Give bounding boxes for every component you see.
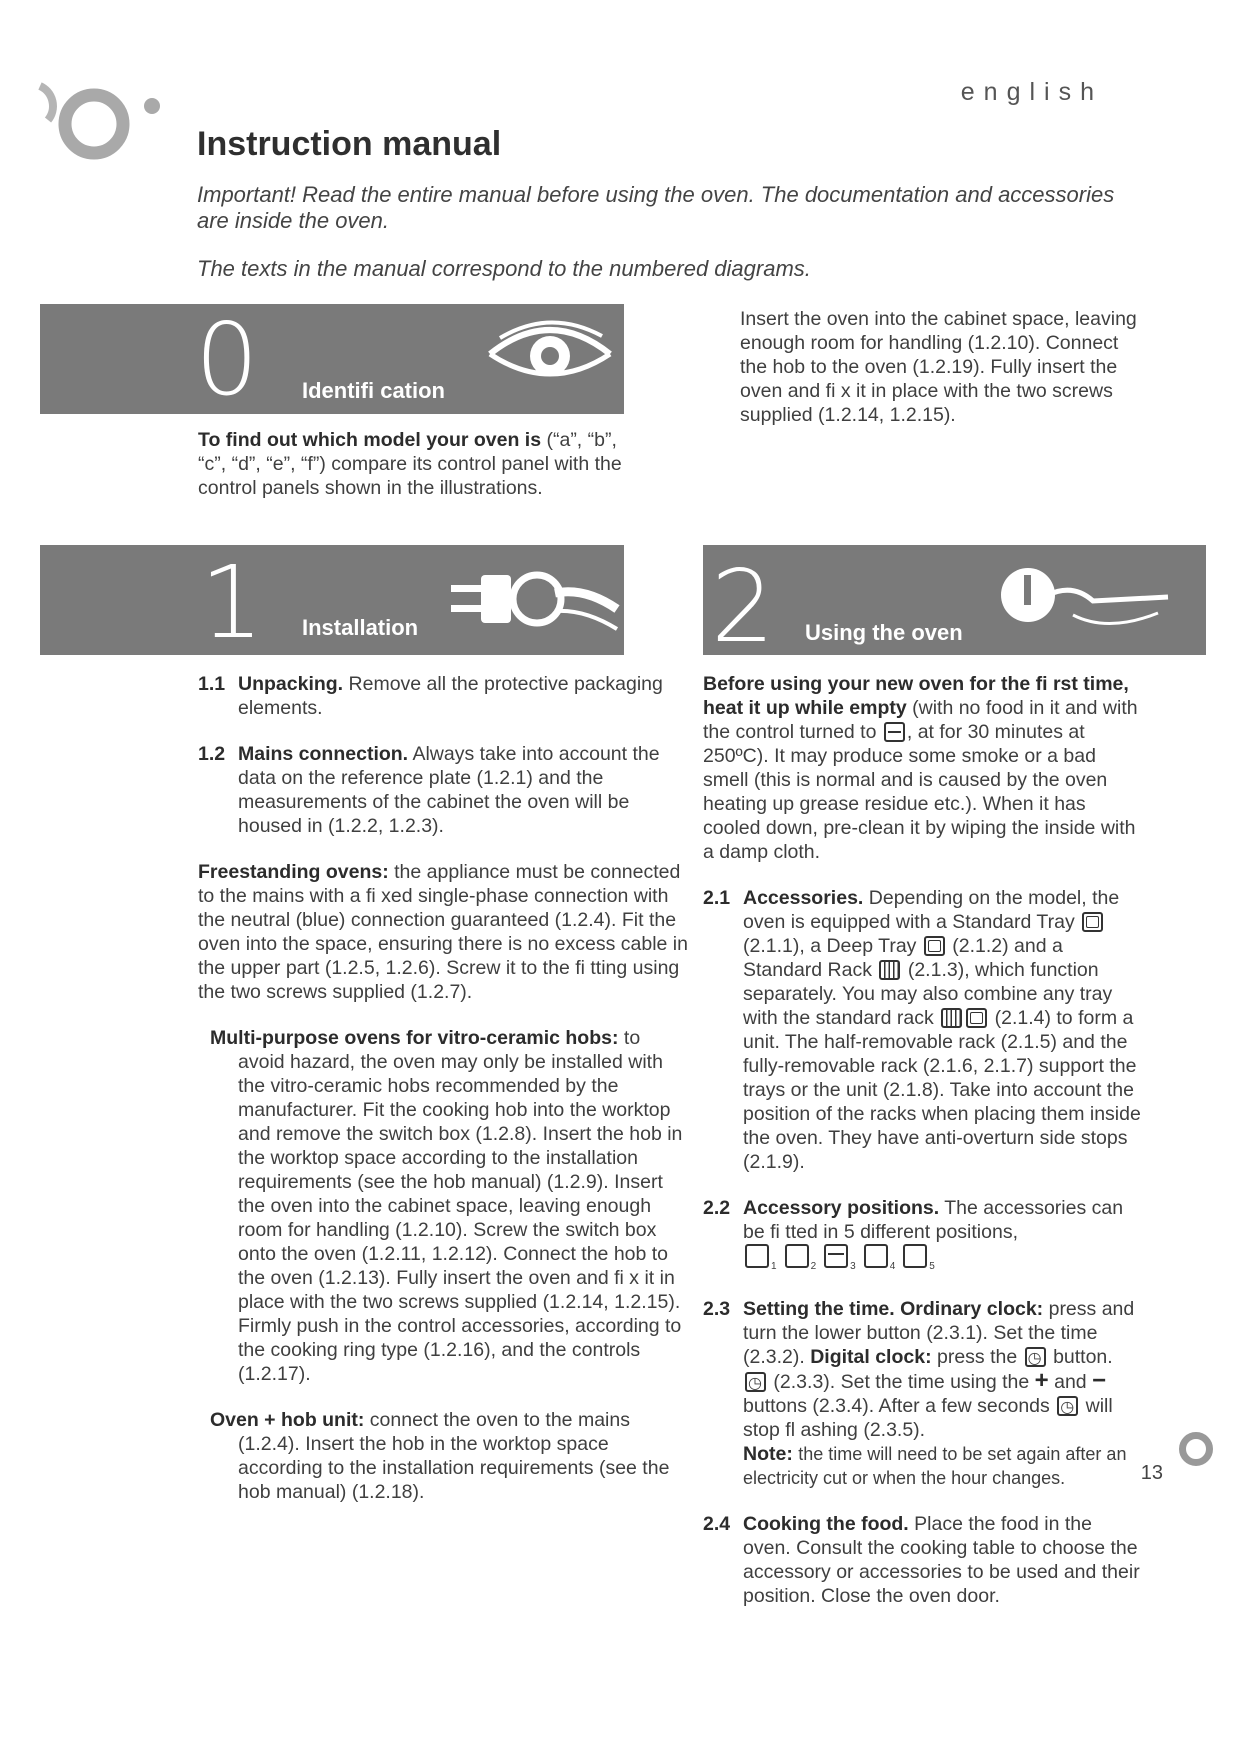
section-0-text (198, 428, 628, 500)
position-5 (901, 1244, 935, 1279)
item-2-2-text: The accessories can be fi tted in 5 different positions, (743, 1197, 1124, 1243)
tray-combo-icon (966, 1008, 987, 1028)
item-2-3-text-c: button. (1053, 1345, 1113, 1368)
item-2-3-text-f: will stop fl ashing (2.3.5). (743, 1394, 1113, 1441)
item-2-1-text-b: (2.1.1), a Deep Tray (743, 935, 917, 957)
section-2-banner (703, 545, 1206, 655)
section-0-label: Identifi cation (302, 378, 445, 403)
corner-ring-decoration (1179, 1432, 1213, 1466)
position-2-label: 2 (810, 1260, 817, 1272)
section-0-bold: To find out which model your oven is (198, 429, 542, 451)
first-use-paragraph (703, 672, 1143, 864)
item-2-1-title: Accessories. (743, 887, 864, 909)
freestanding-text: the appliance must be connected to the mains with a fi xed single-phase connection with the neutral (blue) connection guaranteed (1.2.4). Fit the oven into the space, ensuring there is no excess cable in the upper part (1.2.5, 1.2.6). Screw it to the fi tting using the two screws supplied (1.2.7). (198, 861, 688, 1003)
position-5-label: 5 (929, 1260, 935, 1272)
oven-hob-title: Oven + hob unit: (210, 1409, 365, 1431)
item-1-2 (198, 742, 688, 838)
plug-icon (445, 557, 620, 647)
intro-text (197, 182, 1132, 304)
position-3 (822, 1244, 856, 1279)
item-2-1 (703, 886, 1143, 1174)
section-1-content (198, 672, 688, 1504)
clock-flashing-icon (1057, 1396, 1078, 1416)
first-use-text-b: , at for 30 minutes at 250ºC). It may produce some smoke or a bad smell (this is normal and is caused by the oven heating up grease residue etc.). When it has cooled down, pre-clean it by wiping the inside with a damp cloth. (703, 721, 1136, 863)
position-2 (783, 1244, 817, 1279)
item-1-1-text: Remove all the protective packaging elements. (238, 673, 663, 719)
note-title: Note: (743, 1442, 793, 1465)
item-1-1-number: 1.1 (198, 673, 226, 695)
position-4 (862, 1244, 896, 1279)
standard-rack-icon (879, 960, 900, 980)
freestanding-title: Freestanding ovens: (198, 861, 389, 883)
item-2-3-text-b: press the (937, 1345, 1018, 1368)
standard-tray-icon (1082, 912, 1103, 932)
position-1 (743, 1244, 777, 1279)
oven-hob-text: connect the oven to the mains (1.2.4). Insert the hob in the worktop space according to the installation requirements (see the hob manual) (1.2.18). (238, 1409, 670, 1503)
brand-logo (34, 76, 184, 186)
item-2-2 (703, 1196, 1143, 1279)
position-1-label: 1 (771, 1260, 777, 1272)
item-2-3 (703, 1297, 1143, 1490)
rack-combo-icon (941, 1008, 962, 1028)
position-2-icon (785, 1244, 809, 1268)
item-2-3-text-a: press and turn the lower button (2.3.1). Set the time (2.3.2). (743, 1297, 1135, 1368)
item-2-1-number: 2.1 (703, 887, 731, 909)
eye-icon (480, 316, 620, 396)
digital-clock-title: Digital clock: (810, 1345, 932, 1368)
position-3-label: 3 (850, 1260, 856, 1272)
ordinary-clock-title: Ordinary clock: (900, 1297, 1044, 1320)
position-1-icon (745, 1244, 769, 1268)
section-2-number: 2 (711, 548, 775, 655)
item-2-3-and: and (1054, 1370, 1087, 1393)
item-2-3-text-e: buttons (2.3.4). After a few seconds (743, 1394, 1050, 1417)
item-2-1-text-e: (2.1.4) to form a unit. The half-removable rack (2.1.5) and the fully-removable rack (2.1.6, 2.1.7) support the trays or the unit (2.1.8). Take into account the position of the racks when placing them inside the oven. They have anti-overturn side stops (2.1.9). (743, 1007, 1141, 1173)
section-0-right-text (740, 307, 1140, 427)
item-2-4 (703, 1512, 1143, 1608)
language-label: english (960, 78, 1103, 106)
item-2-3-title: Setting the time. (743, 1297, 895, 1320)
page-title: Instruction manual (197, 125, 502, 163)
multi-purpose-text: to avoid hazard, the oven may only be installed with the vitro-ceramic hobs recommended by the manufacturer. Fit the cooking hob into the worktop and remove the switch box (1.2.8). Insert the hob in the worktop space according to the installation requirements (see the hob manual) (1.2.9). Insert the oven into the cabinet space, leaving enough room for handling (1.2.10). Screw the switch box onto the oven (1.2.11, 1.2.12). Connect the hob to the oven (1.2.13). Fully insert the oven and fi x it in place with the two screws supplied (1.2.14, 1.2.15). Firmly push in the control accessories, according to the cooking ring type (1.2.16), and the controls (1.2.17). (238, 1027, 683, 1385)
plus-icon: + (1034, 1366, 1049, 1394)
section-0-rest: compare its control panel with the control panels shown in the illustrations. (198, 453, 622, 499)
first-use-bold: Before using your new oven for the fi rst time, heat it up while empty (703, 673, 1129, 719)
section-1-label: Installation (302, 615, 419, 640)
cabinet-insert-text: Insert the oven into the cabinet space, leaving enough room for handling (1.2.10). Connect the hob to the oven (1.2.19). Fully insert the oven and fi x it in place with the two screws supplied (1.2.14, 1.2.15). (740, 308, 1137, 426)
item-1-2-text: Always take into account the data on the reference plate (1.2.1) and the measurements of the cabinet the oven will be housed in (1.2.2, 1.2.3). (238, 743, 660, 837)
item-1-2-number: 1.2 (198, 743, 226, 765)
section-1-banner (40, 545, 624, 655)
item-2-4-title: Cooking the food. (743, 1512, 909, 1535)
item-1-1-title: Unpacking. (238, 673, 344, 695)
note-text: the time will need to be set again after an electricity cut or when the hour changes. (743, 1443, 1127, 1488)
item-2-1-text-c: (2.1.2) and a Standard Rack (743, 935, 1063, 981)
item-2-1-text-d: (2.1.3), which function separately. You may also combine any tray with the standard rack (743, 959, 1113, 1029)
item-2-3-number: 2.3 (703, 1297, 731, 1320)
section-1-number: 1 (200, 545, 264, 655)
position-5-icon (903, 1244, 927, 1268)
page-number: 13 (1140, 1462, 1163, 1484)
deep-tray-icon (924, 936, 945, 956)
position-3-icon (824, 1244, 848, 1268)
section-0-banner (40, 304, 624, 414)
clock-button-icon (1025, 1347, 1046, 1367)
multi-purpose-title: Multi-purpose ovens for vitro-ceramic hobs: (210, 1027, 619, 1049)
section-0-number: 0 (195, 304, 259, 414)
oven-hob-block (210, 1408, 688, 1504)
item-1-2-title: Mains connection. (238, 743, 409, 765)
section-0-models: (“a”, “b”, “c”, “d”, “e”, “f”) (198, 429, 617, 475)
section-2-label: Using the oven (805, 620, 963, 645)
item-2-4-number: 2.4 (703, 1512, 731, 1535)
item-2-3-text-d: (2.3.3). Set the time using the (773, 1370, 1030, 1393)
item-1-1 (198, 672, 688, 720)
position-4-label: 4 (889, 1260, 896, 1272)
first-use-text-a: (with no food in it and with the control turned to (703, 697, 1138, 743)
section-2-content (703, 672, 1143, 1608)
minus-icon: − (1092, 1366, 1107, 1394)
oven-light-function-icon (884, 722, 905, 742)
intro-important: Important! Read the entire manual before using the oven. The documentation and accessories are inside the oven. (197, 182, 1115, 233)
item-2-2-title: Accessory positions. (743, 1197, 940, 1219)
item-2-4-text: Place the food in the oven. Consult the cooking table to choose the accessory or accessories to be used and their position. Close the oven door. (743, 1512, 1140, 1607)
intro-correspondence: The texts in the manual correspond to the numbered diagrams. (197, 256, 811, 281)
dial-hand-icon (978, 555, 1178, 645)
position-4-icon (864, 1244, 888, 1268)
multi-purpose-block (210, 1026, 688, 1386)
clock-display-icon (745, 1372, 766, 1392)
item-2-2-number: 2.2 (703, 1197, 731, 1219)
item-2-1-text-a: Depending on the model, the oven is equipped with a Standard Tray (743, 887, 1120, 933)
freestanding-block (198, 860, 688, 1004)
